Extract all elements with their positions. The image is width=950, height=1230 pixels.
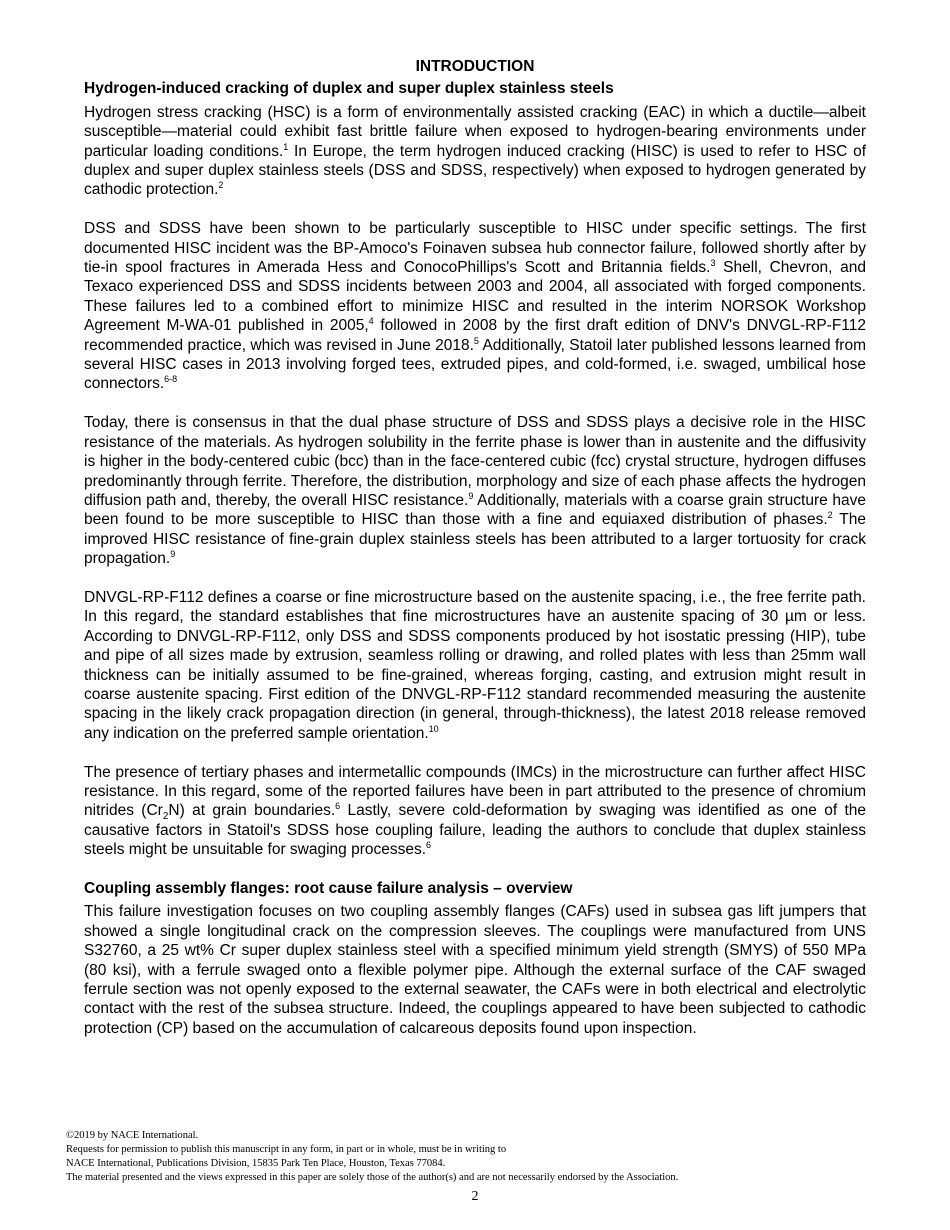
section1-paragraph-2: DSS and SDSS have been shown to be particularly susceptible to HISC under specific settings. The first documented HISC incident was the BP-Amoco's Foinaven subsea hub connector failure, followed shortly after by tie-in spool fractures in Amerada Hess and ConocoPhillips's Scott and Britannia fields.$^3$ Shell, Chevron, and Texaco experienced DSS and SDSS incidents between 2003 and 2004, all associated with forged components. These failures led to a combined effort to minimize HISC and resulted in the interim NORSOK Workshop Agreement M-WA-01 published in 2005,$^4$ followed in 2008 by the first draft edition of DNV's DNVGL-RP-F112 recommended practice, which was revised in June 2018.$^5$ Additionally, Statoil later published lessons learned from several HISC cases in 2013 involving forged tees, extruded pipes, and cold-formed, i.e. swaged, umbilical hose connectors.$^{6-8}$ (84, 220, 867, 393)
citation: 9 (170, 548, 176, 559)
citation: 10 (428, 723, 439, 734)
citation: 3 (710, 257, 716, 268)
footer (66, 1129, 886, 1185)
citation: 6 (426, 840, 432, 851)
citation: 9 (468, 490, 474, 501)
section2-paragraph-1: This failure investigation focuses on two coupling assembly flanges (CAFs) used in subsea gas lift jumpers that showed a single longitudinal crack on the compression sleeves. The couplings were manufactured from UNS S32760, a 25 wt% Cr super duplex stainless steel with a specified minimum yield strength (SMYS) of 550 MPa (80 ksi), with a ferrule swaged onto a flexible polymer pipe. Although the external surface of the CAF swaged ferrule section was not openly exposed to the external seawater, the CAFs were in both electrical and electrolytic contact with the rest of the subsea structure. Indeed, the couplings appeared to have been subjected to cathodic protection (CP) based on the accumulation of calcareous deposits found upon inspection. (84, 903, 866, 1037)
section1-heading: Hydrogen-induced cracking of duplex and super duplex stainless steels (84, 80, 614, 98)
footer-disclaimer: The material presented and the views expressed in this paper are solely those of the author(s) and are not necessarily endorsed by the Association. (66, 1172, 679, 1183)
citation: 5 (473, 335, 479, 346)
citation: 4 (368, 316, 374, 327)
citation: 6-8 (164, 374, 178, 385)
citation: 2 (218, 180, 224, 191)
page-number: 2 (471, 1189, 479, 1204)
section1-paragraph-3: Today, there is consensus in that the dual phase structure of DSS and SDSS plays a decisive role in the HISC resistance of the materials. As hydrogen solubility in the ferrite phase is lower than in austenite and the diffusivity is higher in the body-centered cubic (bcc) than in the face-centered cubic (fcc) crystal structure, hydrogen diffuses predominantly through ferrite. Therefore, the distribution, morphology and size of each phase affects the hydrogen diffusion path and, thereby, the overall HISC resistance.$^9$ Additionally, materials with a coarse grain structure have been found to be more susceptible to HISC than those with a fine and equiaxed distribution of phases.$^2$ The improved HISC resistance of fine-grain duplex stainless steels has been attributed to a larger tortuosity for crack propagation.$^9$ (84, 414, 867, 568)
footer-permission: Requests for permission to publish this manuscript in any form, in part or in whole, must be in writing to (66, 1144, 507, 1155)
citation: 2 (827, 510, 833, 521)
citation: 6 (335, 801, 341, 812)
subscript: 2 (162, 811, 169, 823)
footer-address: NACE International, Publications Division, 15835 Park Ten Place, Houston, Texas 77084. (66, 1158, 446, 1169)
main-content (84, 57, 866, 1038)
section1-paragraph-4: DNVGL-RP-F112 defines a coarse or fine microstructure based on the austenite spacing, i.e., the free ferrite path. In this regard, the standard establishes that fine microstructures have an austenite spacing of 30 µm or less. According to DNVGL-RP-F112, only DSS and SDSS components produced by hot isostatic pressing (HIP), tube and pipe of all sizes made by extrusion, seamless rolling or drawing, and rolled plates with less than 25mm wall thickness can be initially assumed to be fine-grained, whereas forging, casting, and extrusion might result in coarse austenite spacing. First edition of the DNVGL-RP-F112 standard recommended measuring the austenite spacing in the likely crack propagation direction (in general, through-thickness), the latest 2018 release removed any indication on the preferred sample orientation.$^{10}$ (84, 588, 866, 742)
section1-paragraph-1: Hydrogen stress cracking (HSC) is a form of environmentally assisted cracking (EAC) in which a ductile—albeit susceptible—material could exhibit fast brittle failure when exposed to hydrogen-bearing environments under particular loading conditions.$^1$ In Europe, the term hydrogen induced cracking (HISC) is used to refer to HSC of duplex and super duplex stainless steels (DSS and SDSS, respectively) when exposed to hydrogen generated by cathodic protection.$^2$ (84, 103, 866, 199)
citation: 1 (283, 141, 289, 152)
section-title: INTRODUCTION (415, 58, 535, 75)
footer-copyright: ©2019 by NACE International. (66, 1130, 199, 1141)
section2-heading: Coupling assembly flanges: root cause failure analysis – overview (84, 879, 573, 897)
section1-paragraph-5: The presence of tertiary phases and intermetallic compounds (IMCs) in the microstructure can further affect HISC resistance. In this regard, some of the reported failures have been in part attributed to the presence of chromium nitrides $(Cr_2N)$ at grain boundaries.$^6$ Lastly, severe cold-deformation by swaging was identified as one of the causative factors in Statoil's SDSS hose coupling failure, leading the authors to conclude that duplex stainless steels might be unsuitable for swaging processes.$^6$ (84, 763, 867, 859)
